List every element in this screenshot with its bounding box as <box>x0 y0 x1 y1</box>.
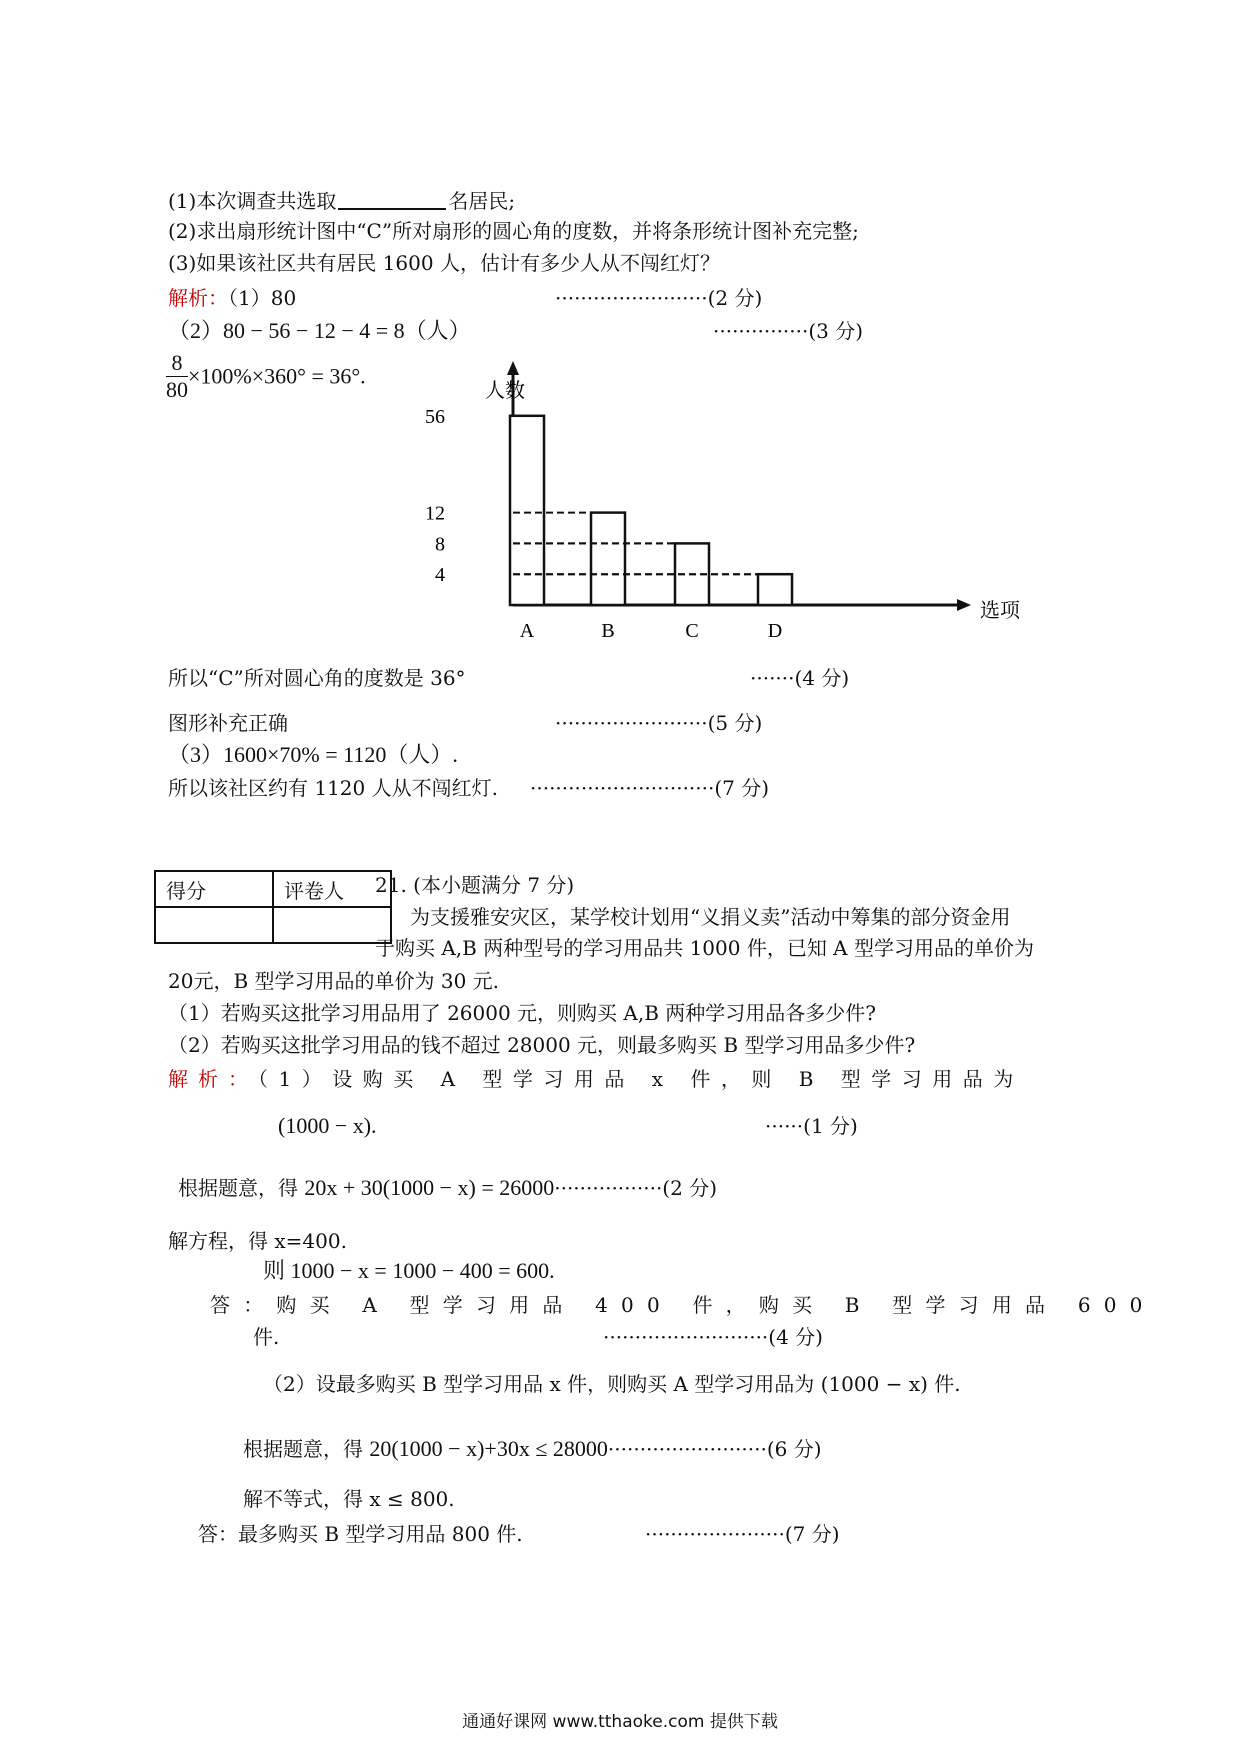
q21-then: 则 1000 − x = 1000 − 400 = 600. <box>263 1258 555 1283</box>
footer: 通通好课网 www.tthaoke.com 提供下载 <box>462 1712 778 1732</box>
question-1-text: (1)本次调查共选取 <box>168 189 337 213</box>
x-tick-label: D <box>767 620 783 642</box>
x-tick-label: B <box>601 620 615 642</box>
q21-jiexi-1-expr: (1000 − x). <box>278 1113 377 1138</box>
q21-part2-setup: （2）设最多购买 B 型学习用品 x 件，则购买 A 型学习用品为 (1000 − x) 件. <box>263 1372 961 1396</box>
q21-answer-1: 答：购买 A 型学习用品 400 件，购买 B 型学习用品 600 <box>210 1293 1156 1317</box>
bar <box>591 513 625 605</box>
fraction-denominator: 80 <box>166 377 188 402</box>
q21-answer-2-score: ······················(7 分) <box>645 1522 840 1546</box>
c-angle-conclusion: 所以“C”所对圆心角的度数是 36° <box>168 666 466 690</box>
y-tick-label: 56 <box>425 405 445 428</box>
y-axis-arrow <box>507 361 519 375</box>
c-angle-score: ·······(4 分) <box>750 666 850 690</box>
bar-chart <box>425 355 1020 655</box>
q21-inequality-score: ·························(6 分) <box>607 1437 822 1461</box>
grader-cell <box>273 907 391 943</box>
answer-3: （3）1600×70% = 1120（人）. <box>168 742 458 767</box>
q21-jiexi-1 <box>168 1066 1024 1092</box>
answer-3-conclusion: 所以该社区约有 1120 人从不闯红灯. <box>168 776 498 800</box>
fraction <box>166 350 188 403</box>
fraction-rest: ×100%×360° = 36°. <box>188 363 366 389</box>
score-header: 得分 <box>155 871 273 907</box>
q21-inequality-math: 20(1000 − x)+30x ≤ 28000 <box>369 1436 608 1461</box>
q21-sub-2: （2）若购买这批学习用品的钱不超过 28000 元，则最多购买 B 型学习用品多少件? <box>168 1033 916 1057</box>
question-1-suffix: 名居民; <box>448 189 516 213</box>
question-3: (3)如果该社区共有居民 1600 人，估计有多少人从不闯红灯？ <box>168 251 720 275</box>
q21-para-1: 为支援雅安灾区，某学校计划用“义捐义卖”活动中筹集的部分资金用 <box>410 905 1011 929</box>
x-tick-label: A <box>519 620 535 642</box>
q21-inequality-prefix: 根据题意，得 <box>243 1437 363 1461</box>
x-tick-label: C <box>685 620 699 642</box>
jiexi-label: 解析： <box>168 286 228 310</box>
graph-ok-score: ························(5 分) <box>555 711 763 735</box>
fraction-expression <box>166 350 366 403</box>
q21-equation-math: 20x + 30(1000 − x) = 26000 <box>304 1175 555 1200</box>
y-tick-label: 12 <box>425 502 445 525</box>
q21-para-2: 于购买 A,B 两种型号的学习用品共 1000 件，已知 A 型学习用品的单价为 <box>375 936 1034 960</box>
bar <box>758 574 792 605</box>
q21-answer-1-tail: 件. <box>253 1325 280 1349</box>
grader-header: 评卷人 <box>273 871 391 907</box>
answer-1 <box>168 285 296 311</box>
x-axis-arrow <box>957 599 971 611</box>
q21-equation-prefix: 根据题意，得 <box>178 1176 298 1200</box>
q21-answer-2: 答：最多购买 B 型学习用品 800 件. <box>198 1522 523 1546</box>
q21-equation <box>178 1175 717 1201</box>
score-table <box>154 870 392 944</box>
answer-2: （2）80 − 56 − 12 − 4 = 8（人） <box>168 318 471 343</box>
bar <box>510 416 544 605</box>
fraction-numerator: 8 <box>166 350 188 377</box>
score-cell <box>155 907 273 943</box>
y-tick-label: 8 <box>435 533 445 556</box>
q21-heading: 21. (本小题满分 7 分) <box>375 873 575 897</box>
q21-answer-1-score: ··························(4 分) <box>603 1325 823 1349</box>
q21-equation-score: ·················(2 分) <box>554 1176 717 1200</box>
graph-ok: 图形补充正确 <box>168 711 288 735</box>
answer-blank <box>338 190 446 210</box>
answer-1-text: （1）80 <box>228 286 297 310</box>
answer-3-score: ·····························(7 分) <box>530 776 770 800</box>
q21-jiexi-1-score: ······(1 分) <box>765 1114 858 1138</box>
q21-solve-2: 解不等式，得 x ≤ 800. <box>243 1487 455 1511</box>
question-2: (2)求出扇形统计图中“C”所对扇形的圆心角的度数，并将条形统计图补充完整; <box>168 219 859 243</box>
question-1 <box>168 188 515 214</box>
answer-1-score: ························(2 分) <box>555 286 763 310</box>
q21-sub-1: （1）若购买这批学习用品用了 26000 元，则购买 A,B 两种学习用品各多少件? <box>168 1001 876 1025</box>
y-tick-label: 4 <box>435 564 445 587</box>
q21-solve: 解方程，得 x=400. <box>168 1229 347 1253</box>
q21-para-3: 20元，B 型学习用品的单价为 30 元. <box>168 969 500 993</box>
x-axis-label: 选项 <box>980 600 1020 622</box>
answer-2-score: ···············(3 分) <box>713 319 864 343</box>
q21-jiexi-1-text: （1）设购买 A 型学习用品 x 件，则 B 型学习用品为 <box>258 1067 1024 1091</box>
y-axis-label: 人数 <box>485 380 525 402</box>
q21-inequality <box>243 1436 822 1462</box>
q21-jiexi-label: 解析： <box>168 1067 258 1091</box>
